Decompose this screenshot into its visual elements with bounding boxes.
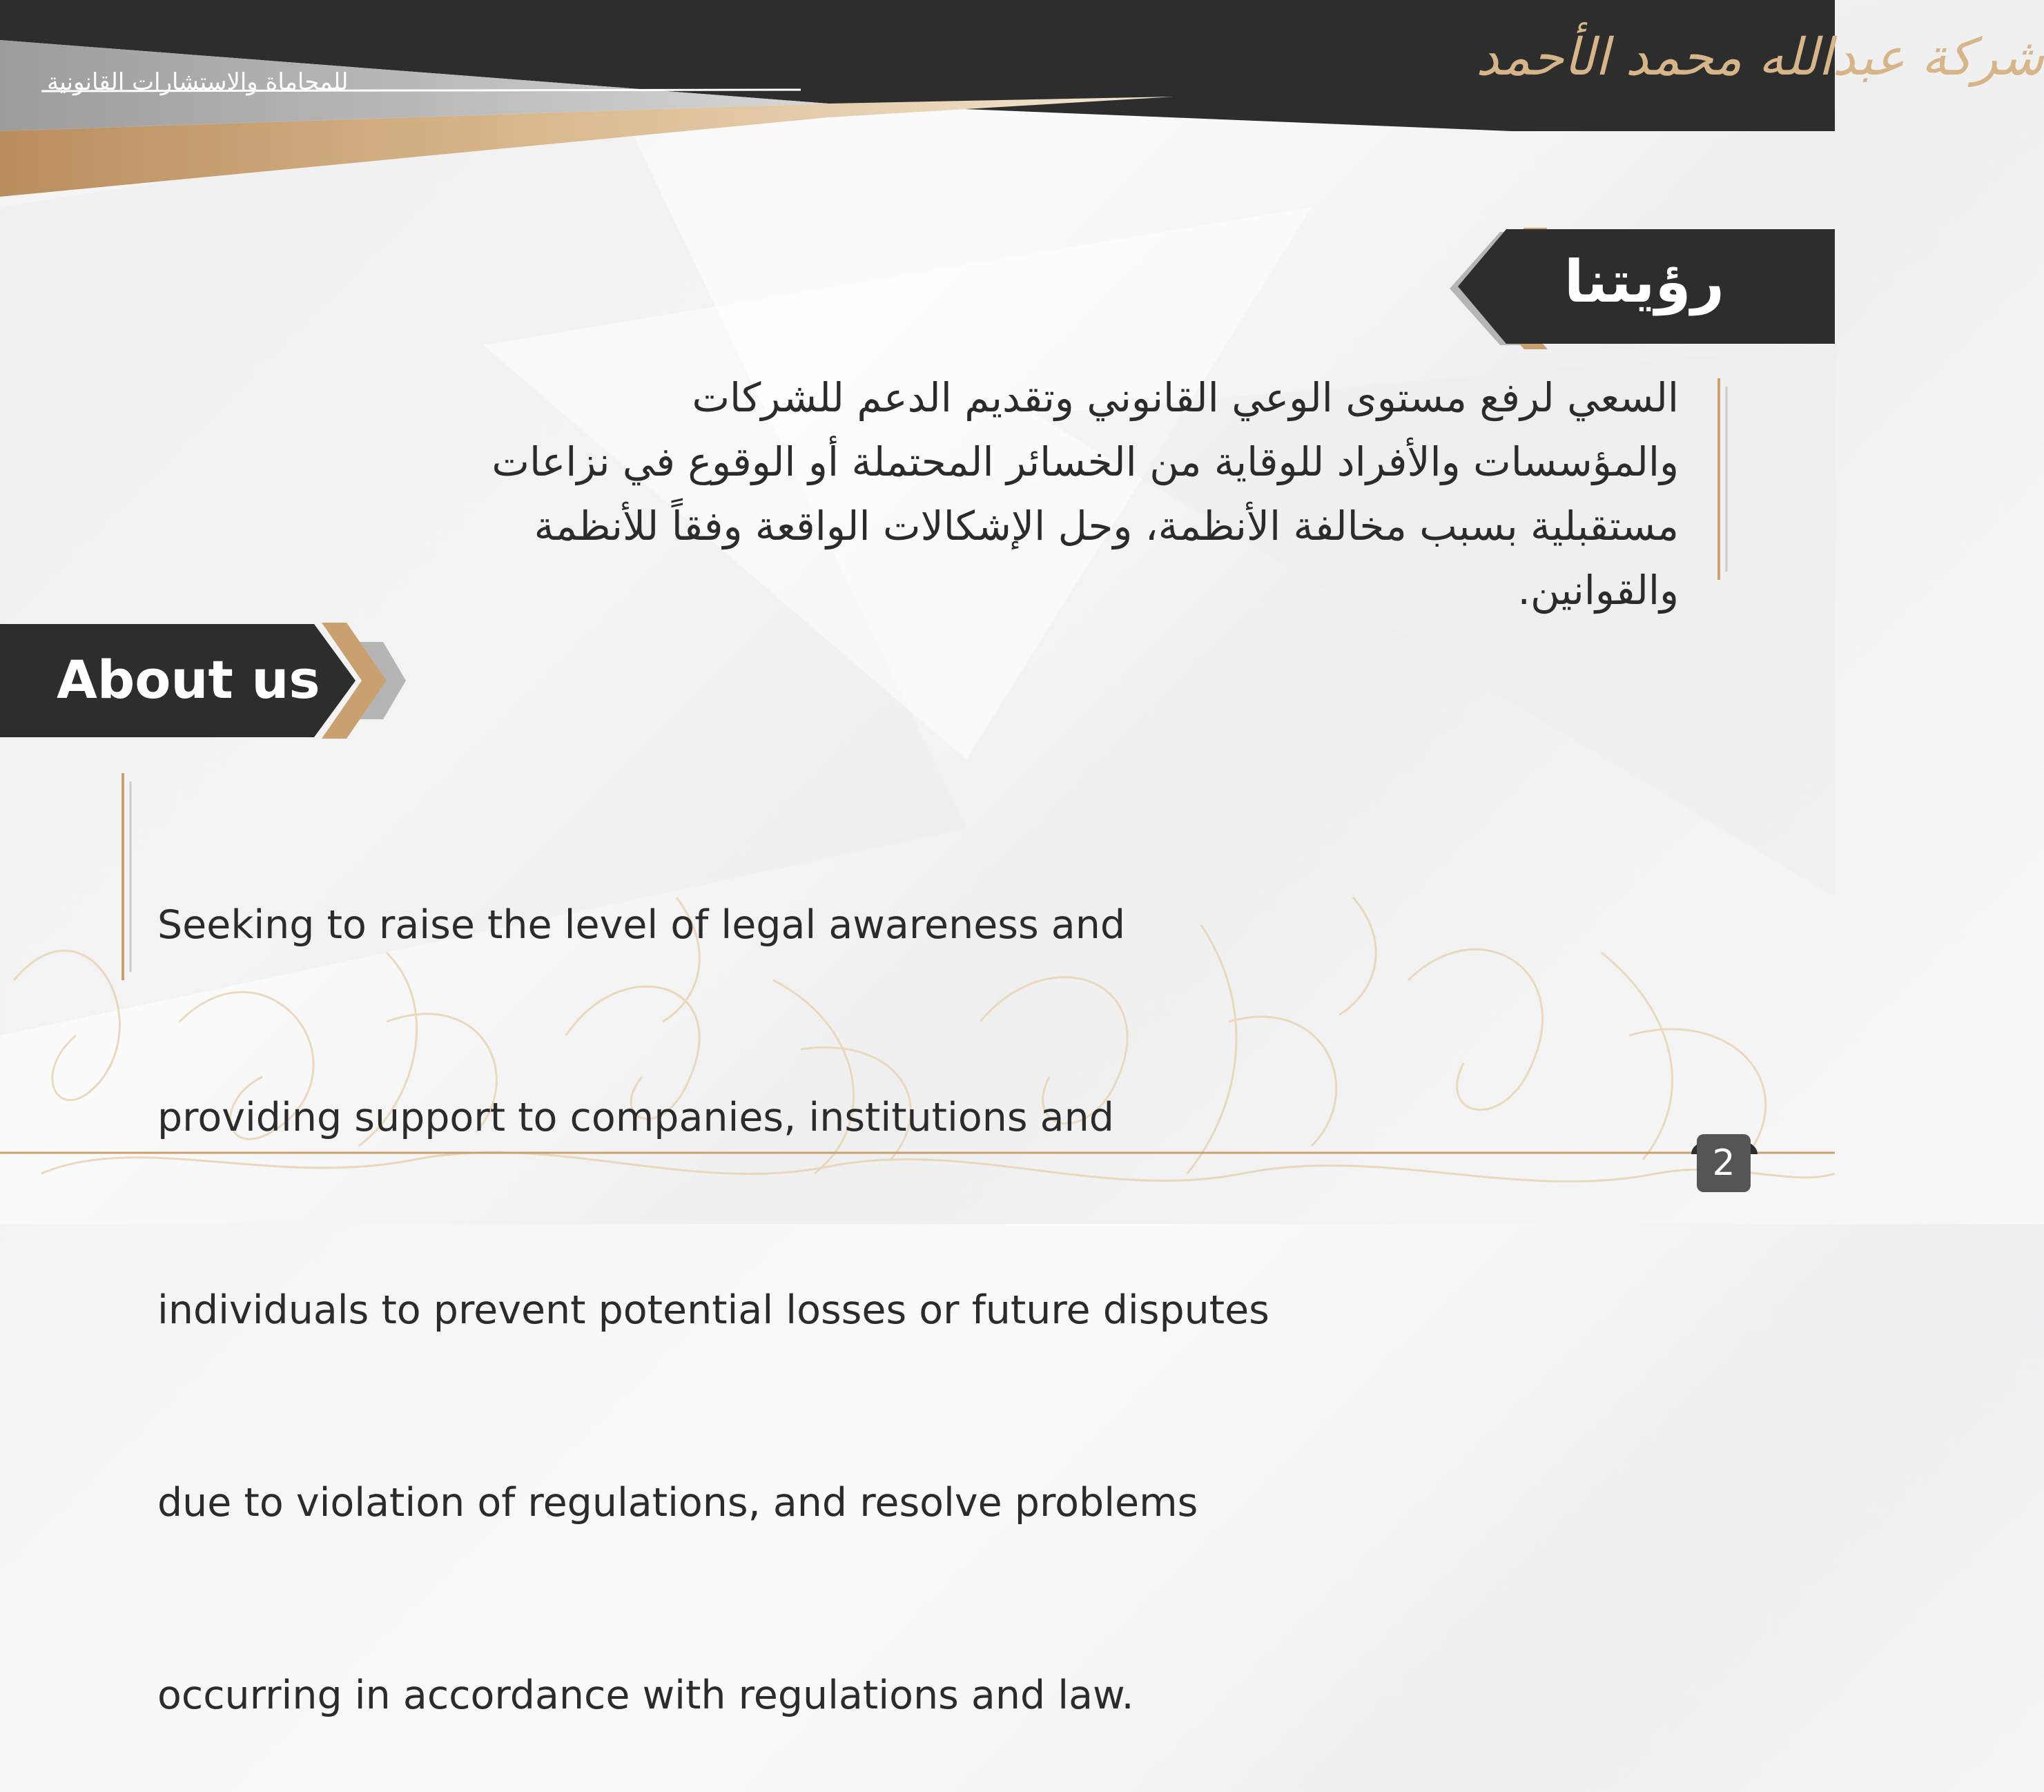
about-line: Seeking to raise the level of legal awareness and xyxy=(157,902,1126,948)
about-line: providing support to companies, institutions and xyxy=(157,1095,1114,1140)
company-logo-text: شركة عبدالله محمد الأحمد xyxy=(1476,28,2044,87)
vision-paragraph xyxy=(298,366,1679,623)
vision-title: رؤيتنا xyxy=(1564,248,1724,315)
about-line: occurring in accordance with regulations and law. xyxy=(157,1673,1134,1718)
page-number: 2 xyxy=(1697,1134,1751,1192)
vision-line: والقوانين. xyxy=(1517,567,1679,614)
vision-line: مستقبلية بسبب مخالفة الأنظمة، وحل الإشكالات الواقعة وفقاً للأنظمة xyxy=(534,503,1679,549)
company-tagline: للمحاماة والاستشارات القانونية xyxy=(47,68,349,96)
about-line: due to violation of regulations, and resolve problems xyxy=(157,1480,1198,1526)
about-paragraph xyxy=(157,765,1400,1792)
vision-line: والمؤسسات والأفراد للوقاية من الخسائر المحتملة أو الوقوع في نزاعات xyxy=(491,438,1679,485)
about-line: individuals to prevent potential losses or future disputes xyxy=(157,1287,1269,1333)
vision-line: السعي لرفع مستوى الوعي القانوني وتقديم الدعم للشركات xyxy=(692,374,1679,421)
about-title: About us xyxy=(57,649,320,710)
